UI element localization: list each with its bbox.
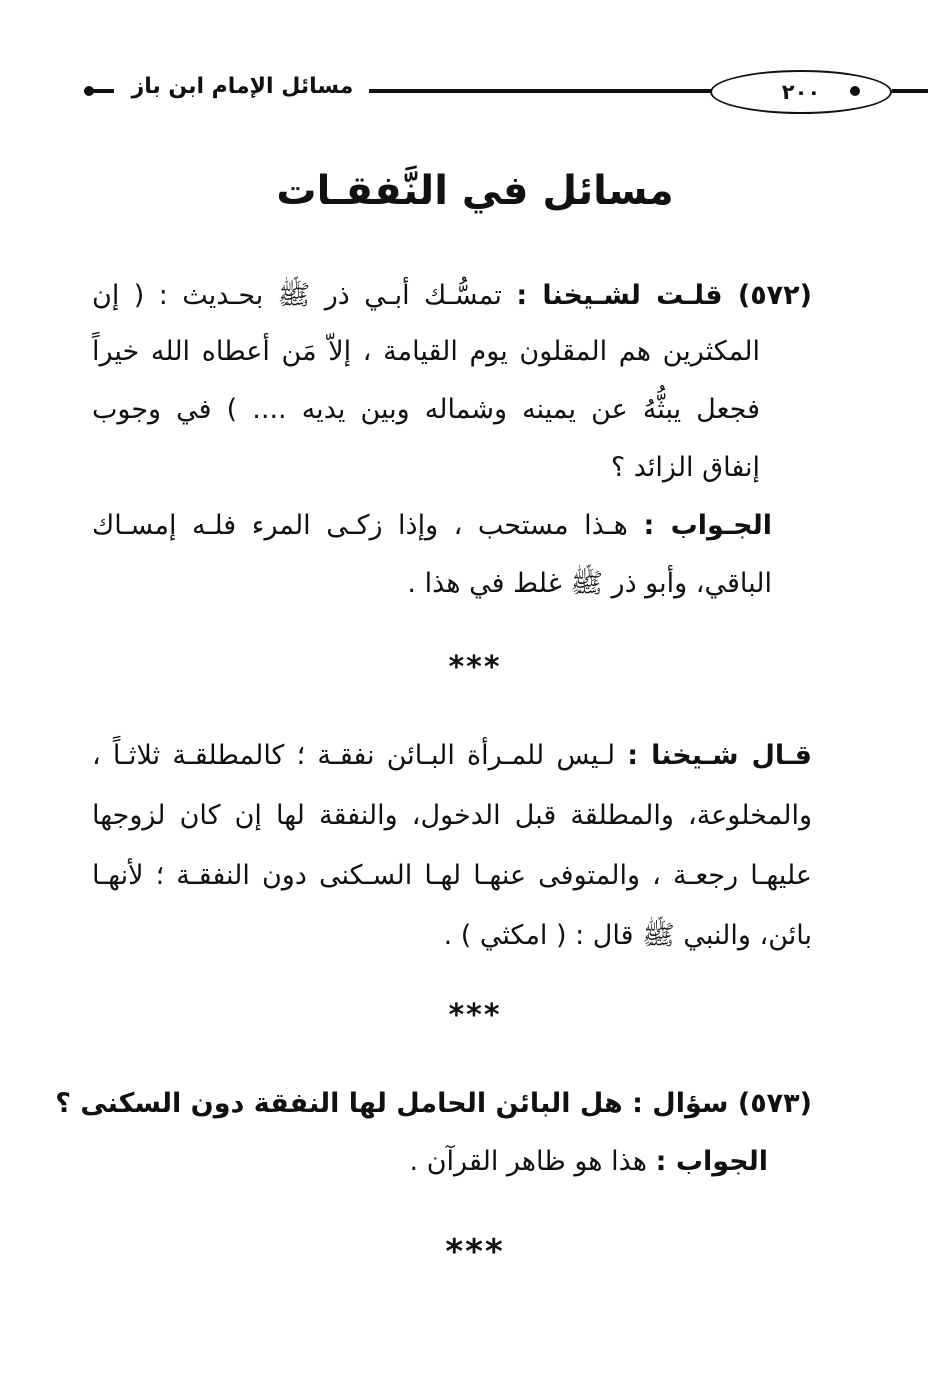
- separator-stars: ***: [448, 650, 502, 685]
- question-number: (٥٧٢) قلـت لشـيخنا :: [516, 280, 812, 311]
- paragraph-line: والمخلوعة، والمطلقة قبل الدخول، والنفقة لها إن كان لزوجها: [92, 800, 812, 831]
- header-rule: [892, 89, 928, 93]
- answer-line: [92, 506, 772, 546]
- answer-line: [92, 1142, 768, 1182]
- answer-line: الباقي، وأبو ذر ﷺ غلط في هذا .: [407, 568, 772, 599]
- paragraph-line: بائن، والنبي ﷺ قال : ( امكثي ) .: [443, 920, 812, 951]
- answer-label: الجـواب :: [643, 510, 772, 541]
- paragraph-line: فجعل يبثُّهُ عن يمينه وشماله وبين يديه .... ) في وجوب: [92, 394, 760, 425]
- paragraph-line: المكثرين هم المقلون يوم القيامة ، إلاّ مَن أعطاه الله خيراً: [92, 336, 760, 367]
- paragraph-line: إنفاق الزائد ؟: [610, 452, 760, 483]
- answer-text: هذا هو ظاهر القرآن .: [409, 1146, 648, 1177]
- chapter-title: مسائل في النَّفقـات: [276, 168, 674, 214]
- statement-text: لـيس للمـرأة البـائن نفقـة ؛ كالمطلقـة ثلاثـاً ،: [92, 740, 616, 771]
- answer-label: الجواب :: [655, 1146, 768, 1177]
- statement-lead: قـال شـيخنا :: [627, 740, 812, 771]
- paragraph-line: [92, 736, 812, 776]
- running-header: [84, 70, 860, 114]
- page-number: ٢٠٠: [710, 70, 892, 114]
- separator-stars: ***: [448, 998, 502, 1033]
- header-dot-right: [850, 86, 860, 96]
- paragraph-line: عليهـا رجعـة ، والمتوفى عنهـا لهـا السـكنى دون النفقـة ؛ لأنهـا: [92, 860, 812, 891]
- paragraph-line: [92, 276, 812, 316]
- question-text: تمسُّـك أبـي ذر ﷺ بحـديث : ( إن: [92, 280, 502, 311]
- answer-text: هـذا مستحب ، وإذا زكـى المرء فلـه إمسـاك: [92, 510, 628, 541]
- book-title: مسائل الإمام ابن باز: [131, 74, 354, 99]
- header-rule: [90, 89, 114, 93]
- question-line: (٥٧٣) سؤال : هل البائن الحامل لها النفقة دون السكنى ؟: [55, 1088, 812, 1119]
- separator-stars: ***: [445, 1232, 505, 1272]
